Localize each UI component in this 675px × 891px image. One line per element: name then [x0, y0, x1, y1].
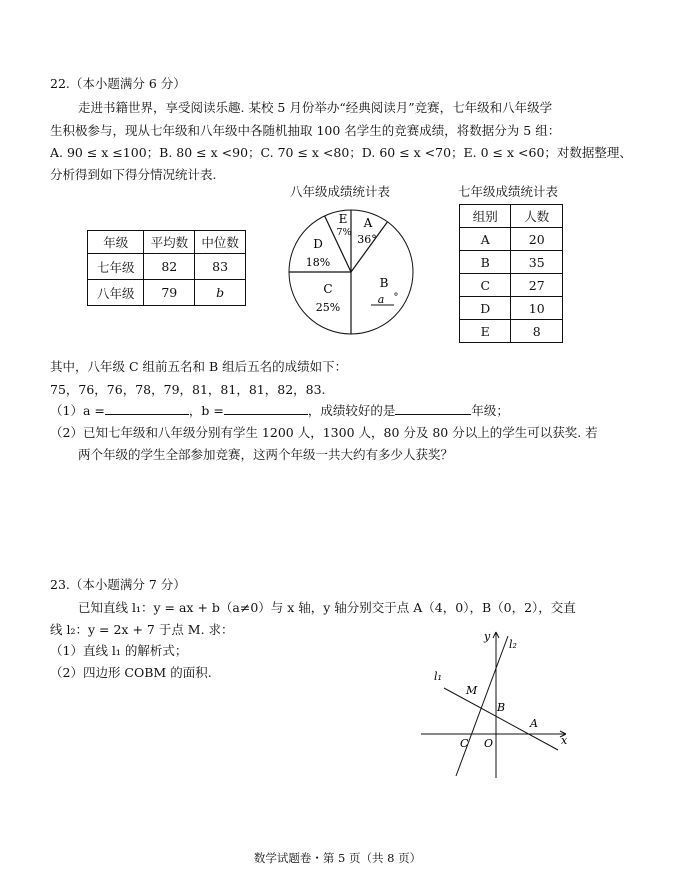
- pie-pct-d: 18%: [305, 256, 331, 269]
- q23-sub-line-2: （2）四边形 COBM 的面积.: [50, 665, 212, 680]
- point-a-label: A: [530, 717, 538, 730]
- table-cell: 10: [511, 297, 563, 320]
- point-c-label: C: [460, 737, 469, 750]
- table-cell: 七年级: [88, 254, 144, 280]
- grade7-table: [459, 204, 563, 343]
- grade7-table-title: 七年级成绩统计表: [458, 184, 559, 199]
- table-row: [460, 297, 563, 320]
- summary-header-cell: 中位数: [195, 231, 246, 254]
- pie-label-b: B: [379, 276, 389, 290]
- table-row: [88, 280, 246, 306]
- q22-after-line-1: 其中，八年级 C 组前五名和 B 组后五名的成绩如下：: [50, 359, 348, 374]
- q23-heading: 23.（本小题满分 7 分）: [50, 577, 186, 592]
- q23-sub-line-1: （1）直线 l₁ 的解析式；: [50, 643, 188, 658]
- pie-title: 八年级成绩统计表: [290, 184, 391, 199]
- pie-label-c: C: [323, 282, 333, 296]
- pie-pct-e: 7%: [336, 227, 352, 238]
- summary-header-cell: 年级: [88, 231, 144, 254]
- table-row: [460, 274, 563, 297]
- origin-label: O: [484, 737, 494, 750]
- table-row: [460, 320, 563, 343]
- y-axis-label: y: [484, 630, 491, 643]
- sub1-mid: ，b =: [188, 403, 224, 418]
- q22-para-line-3: A. 90 ≤ x ≤100；B. 80 ≤ x <90；C. 70 ≤ x <80；D. 60 ≤ x <70；E. 0 ≤ x <60；对数据整理、: [50, 145, 632, 160]
- summary-header-cell: 平均数: [144, 231, 195, 254]
- q23-para-line-2: 线 l₂：y = 2x + 7 于点 M. 求：: [50, 622, 234, 637]
- q22-para-line-4: 分析得到如下得分情况统计表.: [50, 167, 217, 182]
- table-cell: 8: [511, 320, 563, 343]
- table-cell: 八年级: [88, 280, 144, 306]
- answer-blank-grade[interactable]: [395, 402, 471, 415]
- point-m-label: M: [466, 684, 478, 697]
- q22-after-line-2: 75，76，76，78，79，81，81，81，82，83.: [50, 382, 326, 397]
- q22-sub2-line-1: （2）已知七年级和八年级分别有学生 1200 人，1300 人，80 分及 80 分以上的学生可以获奖. 若: [50, 425, 598, 440]
- sub1-mid2: ，成绩较好的是: [307, 403, 396, 418]
- grade7-header-cell: 人数: [511, 205, 563, 228]
- table-cell: b: [195, 280, 246, 306]
- table-cell: 82: [144, 254, 195, 280]
- table-cell: 79: [144, 280, 195, 306]
- grade8-pie-chart: [282, 204, 422, 344]
- answer-blank-a[interactable]: [105, 402, 189, 415]
- q22-sub1: [50, 401, 509, 419]
- q23-coordinate-graph: [416, 626, 576, 782]
- grade7-table-header: [460, 205, 563, 228]
- sub1-suffix: 年级；: [471, 403, 509, 418]
- grade7-header-cell: 组别: [460, 205, 511, 228]
- summary-table-header: [88, 231, 246, 254]
- table-cell: D: [460, 297, 511, 320]
- pie-pct-c: 25%: [315, 301, 341, 314]
- page-footer: 数学试题卷・第 5 页（共 8 页）: [253, 851, 422, 865]
- table-cell: B: [460, 251, 511, 274]
- pie-label-e: E: [338, 212, 348, 226]
- q22-heading: 22.（本小题满分 6 分）: [50, 76, 186, 91]
- l1-label: l₁: [434, 670, 442, 683]
- table-cell: 83: [195, 254, 246, 280]
- x-axis-label: x: [561, 734, 568, 747]
- summary-table: [87, 230, 246, 306]
- sub1-prefix: （1）a =: [50, 403, 105, 418]
- pie-pct-a: 36°: [357, 233, 377, 246]
- q22-para-line-2: 生积极参与，现从七年级和八年级中各随机抽取 100 名学生的竞赛成绩，将数据分为 5 组：: [50, 123, 561, 138]
- pie-label-d: D: [313, 237, 323, 251]
- table-cell: E: [460, 320, 511, 343]
- answer-blank-b[interactable]: [224, 402, 308, 415]
- table-cell: 20: [511, 228, 563, 251]
- q22-sub2-line-2: 两个年级的学生全部参加竞赛，这两个年级一共大约有多少人获奖？: [78, 447, 454, 462]
- table-row: [88, 254, 246, 280]
- table-cell: A: [460, 228, 511, 251]
- table-cell: 35: [511, 251, 563, 274]
- l2-label: l₂: [509, 638, 517, 651]
- table-cell: 27: [511, 274, 563, 297]
- point-b-label: B: [497, 701, 506, 714]
- q22-para-line-1: 走进书籍世界，享受阅读乐趣. 某校 5 月份举办“经典阅读月”竞赛，七年级和八年级学: [78, 100, 553, 115]
- table-row: [460, 228, 563, 251]
- q23-para-line-1: 已知直线 l₁：y = ax + b（a≠0）与 x 轴，y 轴分别交于点 A（4，0），B（0，2），交直: [78, 600, 576, 615]
- table-cell: C: [460, 274, 511, 297]
- pie-degree-b: °: [393, 292, 399, 303]
- pie-pct-b: a: [377, 293, 385, 306]
- table-row: [460, 251, 563, 274]
- pie-label-a: A: [363, 216, 373, 230]
